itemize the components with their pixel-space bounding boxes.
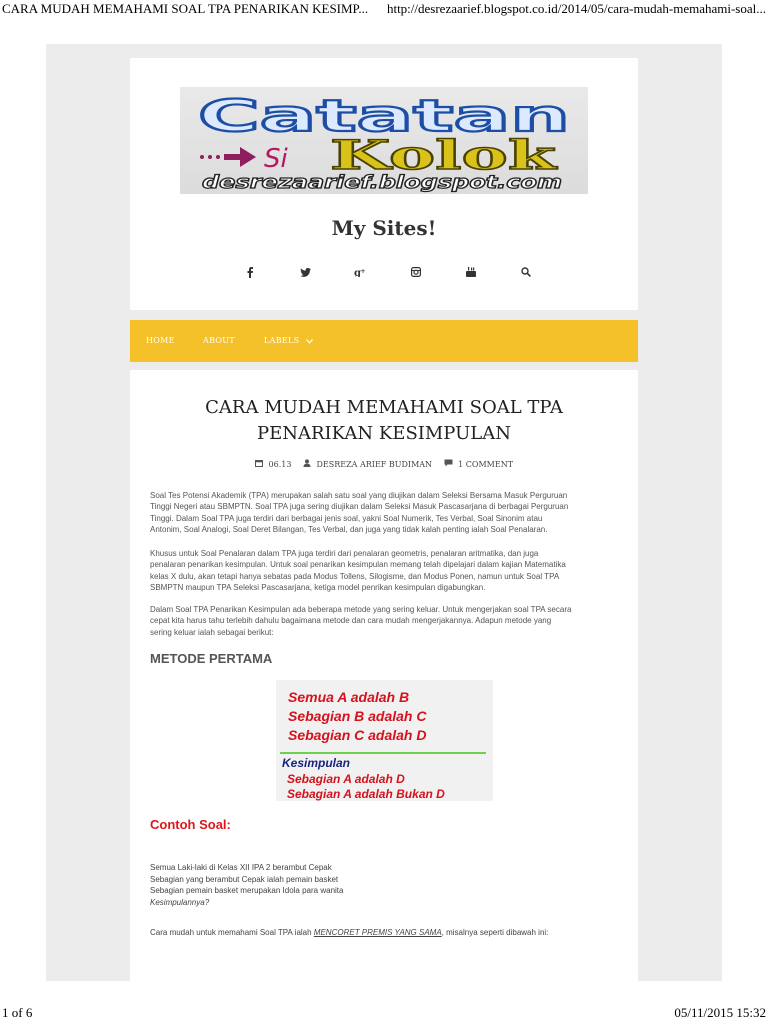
svg-text:+: + bbox=[360, 268, 366, 275]
paragraph-line: SBMPTN maupun TPA Seleksi Pascasarjana, ketiga model penrikan kesimpulan digabungkan. bbox=[150, 583, 486, 593]
blog-logo[interactable] bbox=[180, 87, 588, 194]
rule-premise-1: Semua A adalah B bbox=[288, 689, 410, 705]
main-navigation bbox=[130, 320, 638, 362]
final-emphasis: MENCORET PREMIS YANG SAMA bbox=[313, 928, 442, 937]
post-time: 06.13 bbox=[268, 459, 292, 469]
youtube-icon[interactable] bbox=[464, 265, 478, 279]
comment-icon bbox=[444, 459, 453, 469]
nav-about[interactable]: ABOUT bbox=[203, 336, 235, 345]
example-question-line: Kesimpulannya? bbox=[150, 897, 210, 907]
logo-line-kolok: Kolok bbox=[330, 132, 559, 179]
print-page-url: http://desrezaarief.blogspot.co.id/2014/05/cara-mudah-memahami-soal... bbox=[386, 1, 766, 16]
post-author[interactable]: DESREZA ARIEF BUDIMAN bbox=[316, 459, 433, 469]
logo-line-url: desrezaarief.blogspot.com bbox=[202, 172, 562, 193]
paragraph-line: Soal Tes Potensi Akademik (TPA) merupakan salah satu soal yang diujikan dalam Seleksi Bersama Masuk Perguruan bbox=[150, 491, 568, 500]
social-links bbox=[243, 264, 533, 280]
paragraph-line: Dalam Soal TPA Penarikan Kesimpulan ada beberapa metode yang sering keluar. Untuk mengerjakan soal TPA secara bbox=[150, 605, 572, 614]
twitter-icon[interactable] bbox=[298, 265, 312, 279]
rule-premise-3: Sebagian C adalah D bbox=[288, 727, 427, 743]
calendar-icon bbox=[255, 459, 263, 469]
print-footer bbox=[0, 1005, 768, 1024]
user-icon bbox=[303, 459, 311, 469]
rule-divider bbox=[280, 752, 486, 754]
post-title-line1: CARA MUDAH MEMAHAMI SOAL TPA bbox=[205, 397, 563, 418]
paragraph-line: sering keluar ialah sebagai berikut: bbox=[150, 627, 274, 637]
paragraph-line: kelas X dulu, akan tetapi hanya sebatas pada Modus Tollens, Silogisme, dan Modus Ponen, namun untuk Soal TPA bbox=[150, 571, 560, 581]
facebook-icon[interactable] bbox=[243, 265, 257, 279]
chevron-down-icon bbox=[306, 339, 313, 344]
example-line-2: Sebagian yang berambut Cepak ialah pemain basket bbox=[150, 874, 339, 884]
post-final-line bbox=[150, 928, 619, 937]
search-icon[interactable] bbox=[519, 265, 533, 279]
rule-premise-2: Sebagian B adalah C bbox=[288, 708, 427, 724]
post-comments[interactable]: 1 COMMENT bbox=[458, 459, 514, 469]
final-suffix: , misalnya seperti dibawah ini: bbox=[441, 928, 549, 937]
post-title-line2: PENARIKAN KESIMPULAN bbox=[257, 423, 511, 444]
paragraph-line: penalaran penarikan kesimpulan. Untuk soal penarikan kesimpulan memang telah dipelajari dalam kajian Matematika bbox=[150, 560, 566, 570]
final-prefix: Cara mudah untuk memahami Soal TPA ialah bbox=[150, 928, 314, 937]
logo-line-si: Si bbox=[264, 144, 288, 174]
logo-graphic bbox=[180, 87, 588, 194]
rule-conclusion-label: Kesimpulan bbox=[282, 756, 351, 770]
print-page-title: CARA MUDAH MEMAHAMI SOAL TPA PENARIKAN KESIMP... bbox=[2, 1, 369, 16]
post-paragraph-2 bbox=[150, 548, 619, 594]
paragraph-line: Tinggi. Dalam Soal TPA juga terdiri dari berbagai jenis soal, yakni Soal Numerik, Tes Verbal, Soal Sinonim atau bbox=[150, 513, 543, 523]
paragraph-line: Khusus untuk Soal Penalaran dalam TPA juga terdiri dari penalaran geometris, penalaran aritmatika, dan juga bbox=[150, 549, 539, 558]
post-paragraph-1 bbox=[150, 490, 619, 536]
blog-header bbox=[130, 58, 638, 310]
paragraph-line: cepat kita harus tahu terlebih dahulu bagaimana metode dan cara mudah mengerjakannya. Adapun metode yang bbox=[150, 616, 552, 626]
nav-labels[interactable] bbox=[264, 336, 313, 345]
post-meta bbox=[130, 459, 638, 469]
example-line-1: Semua Laki-laki di Kelas XII IPA 2 berambut Cepak bbox=[150, 863, 332, 872]
instagram-icon[interactable] bbox=[409, 265, 423, 279]
method-rule-image bbox=[276, 680, 493, 801]
section-heading-contoh: Contoh Soal: bbox=[150, 817, 231, 832]
paragraph-line: Antonim, Soal Analogi, Soal Deret Bilangan, Tes Verbal, dan juga yang tidak kalah penting ialah Soal Penalaran. bbox=[150, 525, 548, 535]
print-page-indicator: 1 of 6 bbox=[2, 1005, 33, 1020]
nav-home[interactable]: HOME bbox=[146, 336, 175, 345]
google-plus-icon[interactable] bbox=[353, 265, 367, 279]
post-title[interactable] bbox=[160, 395, 608, 447]
post-paragraph-3 bbox=[150, 604, 619, 638]
arrow-icon bbox=[200, 147, 256, 167]
rule-conclusion-1: Sebagian A adalah D bbox=[287, 772, 405, 786]
site-title[interactable]: My Sites! bbox=[331, 216, 437, 240]
logo-line-catatan: Catatan bbox=[198, 91, 570, 142]
nav-labels-text: LABELS bbox=[264, 336, 300, 345]
paragraph-line: Tinggi Negeri atau SBMPTN. Soal TPA juga sering diujikan dalam Seleksi Masuk Pascasarjana di berbagai Perguruan bbox=[150, 502, 569, 512]
example-question bbox=[150, 862, 450, 908]
section-heading-metode: METODE PERTAMA bbox=[150, 651, 273, 666]
svg-text:g: g bbox=[354, 268, 362, 277]
print-header bbox=[0, 0, 768, 24]
post-card bbox=[130, 370, 638, 985]
print-timestamp: 05/11/2015 15:32 bbox=[674, 1005, 766, 1020]
rule-conclusion-2: Sebagian A adalah Bukan D bbox=[287, 787, 445, 801]
example-line-3: Sebagian pemain basket merupakan Idola para wanita bbox=[150, 886, 344, 896]
